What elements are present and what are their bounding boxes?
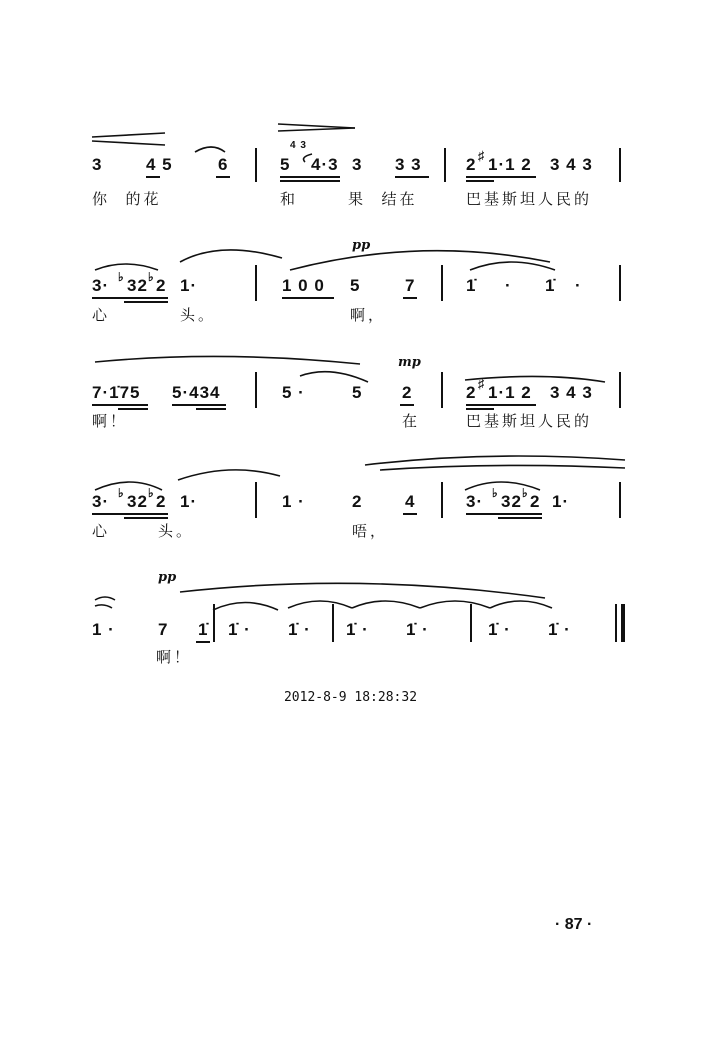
underline xyxy=(92,404,148,406)
flat-sign: ♭ xyxy=(118,486,125,500)
note-group: 5 · xyxy=(282,383,305,402)
slur-arc xyxy=(352,601,420,608)
note-group: 1̇ · xyxy=(488,620,511,639)
barline xyxy=(619,148,621,182)
slur-arc xyxy=(465,376,605,382)
barline xyxy=(619,265,621,301)
final-barline-thin xyxy=(615,604,617,642)
slur-arc xyxy=(365,456,625,465)
barline xyxy=(213,604,215,642)
note: 4 xyxy=(405,492,416,511)
note-group: 1 0 0 xyxy=(282,276,325,295)
slur-arc xyxy=(195,147,225,152)
page-number: · 87 · xyxy=(555,916,593,933)
note-group: 4 5 xyxy=(146,155,173,174)
sharp-sign: ♯ xyxy=(478,376,486,391)
underline xyxy=(466,404,536,406)
note-group: 1̇ · xyxy=(228,620,251,639)
underline xyxy=(280,180,340,182)
lyric: 巴基斯坦人民的 xyxy=(466,412,593,430)
note: 2 xyxy=(156,492,167,511)
note-group: 1· xyxy=(180,492,198,511)
hairpin-line xyxy=(278,124,355,128)
underline xyxy=(146,176,160,178)
note-group: 1̇ · xyxy=(288,620,311,639)
note-group: 5·434 xyxy=(172,383,221,402)
flat-sign: ♭ xyxy=(148,270,155,284)
barline xyxy=(441,482,443,518)
note: 5 xyxy=(350,276,361,295)
note: 2 xyxy=(156,276,167,295)
slur-arc xyxy=(180,250,282,262)
barline xyxy=(470,604,472,642)
hairpin-line xyxy=(92,141,165,145)
lyric: 在 xyxy=(402,412,421,430)
underline xyxy=(400,404,414,406)
underline xyxy=(196,641,210,643)
note-group: 3 3 xyxy=(395,155,422,174)
note: · xyxy=(505,276,512,295)
barline xyxy=(619,482,621,518)
note-group: 7·1̇75 xyxy=(92,383,141,402)
lyric: 唔， xyxy=(352,522,389,540)
slur-arc xyxy=(95,605,112,608)
note: 2 xyxy=(466,155,477,174)
note-group: 3 4 3 xyxy=(550,383,593,402)
note-group: 1̇ · xyxy=(406,620,429,639)
slur-arc xyxy=(380,465,625,470)
note: · xyxy=(575,276,582,295)
slur-arc xyxy=(95,356,360,364)
note-group: 1̇ · xyxy=(548,620,571,639)
dynamic-mark: pp xyxy=(158,570,177,585)
note-group: 1 · xyxy=(282,492,305,511)
lyric: 和 xyxy=(280,190,299,208)
note-group: 1̇ · xyxy=(346,620,369,639)
note-group: 1·1 2 xyxy=(488,383,532,402)
lyric: 啊， xyxy=(350,306,387,324)
barline xyxy=(255,482,257,518)
underline xyxy=(466,180,494,182)
lyric: 果 结在 xyxy=(348,190,418,208)
lyric: 心 xyxy=(92,522,111,540)
note: 2 xyxy=(352,492,363,511)
sharp-sign: ♯ xyxy=(478,148,486,163)
note: 5 xyxy=(280,155,291,174)
final-barline-thick xyxy=(621,604,625,642)
slur-arc xyxy=(213,603,278,611)
note: 3 xyxy=(352,155,363,174)
note-group: 1·1 2 xyxy=(488,155,532,174)
note-group: 32 xyxy=(501,492,522,511)
note-group: 1 · xyxy=(92,620,115,639)
barline xyxy=(255,372,257,408)
slur-arc xyxy=(95,597,115,600)
note: 2 xyxy=(402,383,413,402)
note: 3 xyxy=(92,155,103,174)
barline xyxy=(255,148,257,182)
barline xyxy=(441,372,443,408)
lyric: 头。 xyxy=(180,306,217,324)
flat-sign: ♭ xyxy=(148,486,155,500)
note: 2 xyxy=(466,383,477,402)
hairpin-line xyxy=(92,133,165,137)
barline xyxy=(441,265,443,301)
note: 7 xyxy=(405,276,416,295)
underline xyxy=(395,176,429,178)
note-group: 1· xyxy=(180,276,198,295)
barline xyxy=(332,604,334,642)
lyric: 啊！ xyxy=(156,648,193,666)
underline xyxy=(124,517,168,519)
note: 7 xyxy=(158,620,169,639)
note: 3· xyxy=(92,492,110,511)
underline xyxy=(92,513,168,515)
lyric: 你 的花 xyxy=(92,190,162,208)
slur-arc xyxy=(420,601,490,608)
note-group: 4·3 xyxy=(311,155,339,174)
underline xyxy=(216,176,230,178)
note: 3· xyxy=(92,276,110,295)
dynamic-mark: pp xyxy=(352,238,371,253)
barline xyxy=(444,148,446,182)
underline xyxy=(92,297,168,299)
slur-arc xyxy=(490,601,552,608)
lyric: 巴基斯坦人民的 xyxy=(466,190,593,208)
lyric: 心 xyxy=(92,306,111,324)
flat-sign: ♭ xyxy=(522,486,529,500)
hairpin-line xyxy=(278,128,355,131)
note: 1̇ xyxy=(198,620,209,639)
grace-notes: 4 3 xyxy=(290,140,307,151)
slur-arc xyxy=(288,601,352,608)
lyric: 啊！ xyxy=(92,412,129,430)
slur-arc xyxy=(470,262,555,270)
underline xyxy=(466,176,536,178)
underline xyxy=(403,513,417,515)
timestamp: 2012-8-9 18:28:32 xyxy=(283,690,418,705)
note-group: 3 4 3 xyxy=(550,155,593,174)
note: 6 xyxy=(218,155,229,174)
underline xyxy=(196,408,226,410)
note-group: 32 xyxy=(127,492,148,511)
flat-sign: ♭ xyxy=(492,486,499,500)
note: 2 xyxy=(530,492,541,511)
underline xyxy=(280,176,340,178)
underline xyxy=(282,297,334,299)
underline xyxy=(124,301,168,303)
note: 1̇ xyxy=(545,276,556,295)
note: 3· xyxy=(466,492,484,511)
note: 5 xyxy=(352,383,363,402)
dynamic-mark: mp xyxy=(398,355,421,370)
slur-arc xyxy=(178,470,280,480)
underline xyxy=(172,404,226,406)
flat-sign: ♭ xyxy=(118,270,125,284)
slur-arc xyxy=(465,482,540,490)
slur-arc xyxy=(300,372,368,382)
underline xyxy=(498,517,542,519)
lyric: 头。 xyxy=(158,522,195,540)
barline xyxy=(619,372,621,408)
underline xyxy=(466,513,542,515)
note: 1̇ xyxy=(466,276,477,295)
note-group: 1· xyxy=(552,492,570,511)
note-group: 32 xyxy=(127,276,148,295)
underline xyxy=(403,297,417,299)
slur-arc xyxy=(290,251,550,270)
slur-arc xyxy=(180,583,545,598)
barline xyxy=(255,265,257,301)
